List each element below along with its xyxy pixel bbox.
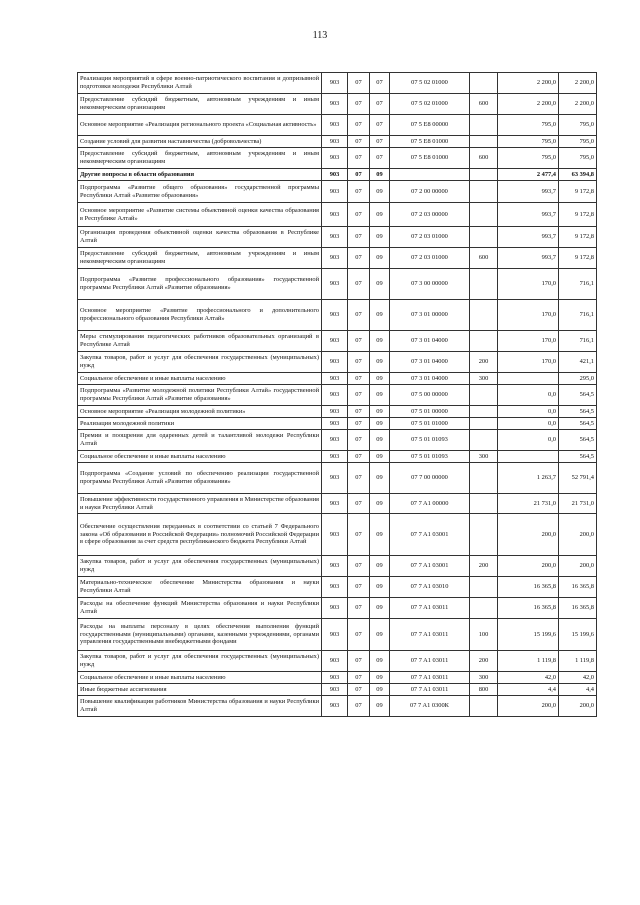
row-subsection-code: 09 xyxy=(370,494,390,514)
row-grbs-code: 903 xyxy=(322,451,348,463)
row-grbs-code: 903 xyxy=(322,556,348,577)
table-row xyxy=(78,619,597,651)
row-target-article-code: 07 7 A1 00000 xyxy=(390,494,470,514)
table-row xyxy=(78,684,597,696)
row-section-code: 07 xyxy=(348,463,370,494)
table-row xyxy=(78,577,597,598)
row-expense-type-code xyxy=(470,115,498,136)
row-subsection-code: 09 xyxy=(370,684,390,696)
row-expense-type-code xyxy=(470,227,498,248)
row-name: Расходы на обеспечение функций Министерства образования и науки Республики Алтай xyxy=(78,598,322,619)
row-amount-2: 564,5 xyxy=(559,385,597,406)
row-grbs-code: 903 xyxy=(322,463,348,494)
row-amount-2: 716,1 xyxy=(559,269,597,300)
budget-table-body xyxy=(78,73,597,717)
row-grbs-code: 903 xyxy=(322,331,348,352)
row-amount-1: 993,7 xyxy=(498,248,559,269)
row-section-code: 07 xyxy=(348,577,370,598)
table-row xyxy=(78,181,597,203)
row-amount-2: 16 365,8 xyxy=(559,598,597,619)
table-row xyxy=(78,227,597,248)
row-subsection-code: 09 xyxy=(370,672,390,684)
row-section-code: 07 xyxy=(348,181,370,203)
row-target-article-code: 07 3 01 00000 xyxy=(390,300,470,331)
row-grbs-code: 903 xyxy=(322,672,348,684)
table-row xyxy=(78,418,597,430)
row-section-code: 07 xyxy=(348,136,370,148)
row-section-code: 07 xyxy=(348,269,370,300)
row-target-article-code: 07 2 00 00000 xyxy=(390,181,470,203)
table-row xyxy=(78,385,597,406)
row-amount-1: 16 365,8 xyxy=(498,577,559,598)
row-name: Повышение квалификации работников Министерства образования и науки Республики Алтай xyxy=(78,696,322,717)
row-target-article-code: 07 3 01 04000 xyxy=(390,352,470,373)
row-name: Меры стимулирования педагогических работников образовательных организаций в Республике Алтай xyxy=(78,331,322,352)
row-amount-2: 42,0 xyxy=(559,672,597,684)
row-name: Основное мероприятие «Развитие профессионального и дополнительного профессионального образования Республики Алтай» xyxy=(78,300,322,331)
table-row xyxy=(78,556,597,577)
row-section-code: 07 xyxy=(348,696,370,717)
row-expense-type-code xyxy=(470,430,498,451)
table-row xyxy=(78,115,597,136)
row-expense-type-code xyxy=(470,181,498,203)
row-expense-type-code: 800 xyxy=(470,684,498,696)
row-target-article-code: 07 3 00 00000 xyxy=(390,269,470,300)
row-grbs-code: 903 xyxy=(322,148,348,169)
row-target-article-code: 07 7 A1 03010 xyxy=(390,577,470,598)
row-name: Расходы на выплаты персоналу в целях обеспечения выполнения функций государственными (муниципальными) органами, казенными учреждениями, органами управления государственными внебюджетными фондами xyxy=(78,619,322,651)
row-expense-type-code xyxy=(470,385,498,406)
row-name: Подпрограмма «Создание условий по обеспечению реализации государственной программы Республики Алтай «Развитие образования» xyxy=(78,463,322,494)
row-section-code: 07 xyxy=(348,300,370,331)
row-amount-1: 16 365,8 xyxy=(498,598,559,619)
row-subsection-code: 07 xyxy=(370,73,390,94)
row-amount-2: 564,5 xyxy=(559,418,597,430)
row-expense-type-code xyxy=(470,73,498,94)
row-target-article-code: 07 7 00 00000 xyxy=(390,463,470,494)
table-row xyxy=(78,73,597,94)
row-target-article-code: 07 7 A1 03011 xyxy=(390,672,470,684)
row-target-article-code: 07 5 E8 01000 xyxy=(390,148,470,169)
row-section-code: 07 xyxy=(348,203,370,227)
row-subsection-code: 09 xyxy=(370,406,390,418)
row-subsection-code: 09 xyxy=(370,248,390,269)
row-expense-type-code xyxy=(470,203,498,227)
row-amount-1: 795,0 xyxy=(498,115,559,136)
row-grbs-code: 903 xyxy=(322,73,348,94)
row-grbs-code: 903 xyxy=(322,406,348,418)
row-name: Материально-техническое обеспечение Министерства образования и науки Республики Алтай xyxy=(78,577,322,598)
row-amount-1: 170,0 xyxy=(498,269,559,300)
row-target-article-code: 07 5 E8 00000 xyxy=(390,115,470,136)
row-name: Создание условий для развития наставничества (добровольчества) xyxy=(78,136,322,148)
row-section-code: 07 xyxy=(348,227,370,248)
row-target-article-code: 07 5 01 01093 xyxy=(390,430,470,451)
row-section-code: 07 xyxy=(348,248,370,269)
row-subsection-code: 09 xyxy=(370,577,390,598)
row-name: Закупка товаров, работ и услуг для обеспечения государственных (муниципальных) нужд xyxy=(78,556,322,577)
row-amount-1: 2 200,0 xyxy=(498,73,559,94)
row-grbs-code: 903 xyxy=(322,684,348,696)
row-target-article-code: 07 7 A1 03011 xyxy=(390,598,470,619)
row-amount-1: 1 119,8 xyxy=(498,651,559,672)
table-row xyxy=(78,300,597,331)
row-expense-type-code xyxy=(470,331,498,352)
row-expense-type-code xyxy=(470,418,498,430)
row-amount-2: 52 791,4 xyxy=(559,463,597,494)
row-expense-type-code xyxy=(470,136,498,148)
row-section-code: 07 xyxy=(348,352,370,373)
table-row xyxy=(78,430,597,451)
row-expense-type-code xyxy=(470,696,498,717)
row-amount-1: 200,0 xyxy=(498,514,559,556)
row-section-code: 07 xyxy=(348,385,370,406)
row-amount-1: 15 199,6 xyxy=(498,619,559,651)
row-grbs-code: 903 xyxy=(322,619,348,651)
row-amount-1: 2 200,0 xyxy=(498,94,559,115)
row-amount-2: 2 200,0 xyxy=(559,73,597,94)
row-subsection-code: 09 xyxy=(370,385,390,406)
row-expense-type-code: 100 xyxy=(470,619,498,651)
row-subsection-code: 09 xyxy=(370,598,390,619)
row-expense-type-code: 200 xyxy=(470,556,498,577)
row-amount-2: 9 172,8 xyxy=(559,248,597,269)
row-target-article-code: 07 7 A1 03011 xyxy=(390,651,470,672)
row-target-article-code: 07 7 A1 03011 xyxy=(390,619,470,651)
row-amount-1: 42,0 xyxy=(498,672,559,684)
row-amount-1: 200,0 xyxy=(498,556,559,577)
row-subsection-code: 09 xyxy=(370,430,390,451)
row-subsection-code: 07 xyxy=(370,148,390,169)
row-name: Реализация молодежной политики xyxy=(78,418,322,430)
row-grbs-code: 903 xyxy=(322,269,348,300)
row-expense-type-code xyxy=(470,577,498,598)
row-amount-1: 2 477,4 xyxy=(498,169,559,181)
row-expense-type-code xyxy=(470,463,498,494)
row-grbs-code: 903 xyxy=(322,651,348,672)
row-section-code: 07 xyxy=(348,651,370,672)
row-name: Социальное обеспечение и иные выплаты населению xyxy=(78,451,322,463)
row-expense-type-code: 600 xyxy=(470,248,498,269)
row-section-code: 07 xyxy=(348,331,370,352)
row-subsection-code: 09 xyxy=(370,373,390,385)
row-target-article-code xyxy=(390,169,470,181)
row-expense-type-code xyxy=(470,406,498,418)
row-name: Предоставление субсидий бюджетным, автономным учреждениям и иным некоммерческим организациям xyxy=(78,148,322,169)
row-expense-type-code xyxy=(470,598,498,619)
row-target-article-code: 07 5 01 01000 xyxy=(390,418,470,430)
table-row xyxy=(78,598,597,619)
row-subsection-code: 09 xyxy=(370,451,390,463)
row-subsection-code: 07 xyxy=(370,115,390,136)
row-amount-2: 421,1 xyxy=(559,352,597,373)
row-name: Закупка товаров, работ и услуг для обеспечения государственных (муниципальных) нужд xyxy=(78,651,322,672)
row-target-article-code: 07 2 03 01000 xyxy=(390,227,470,248)
row-name: Иные бюджетные ассигнования xyxy=(78,684,322,696)
row-subsection-code: 09 xyxy=(370,269,390,300)
row-grbs-code: 903 xyxy=(322,227,348,248)
row-name: Основное мероприятие «Реализация молодежной политики» xyxy=(78,406,322,418)
row-name: Подпрограмма «Развитие молодежной политики Республики Алтай» государственной программы Республики Алтай «Развитие образования» xyxy=(78,385,322,406)
row-target-article-code: 07 5 E8 01000 xyxy=(390,136,470,148)
row-section-code: 07 xyxy=(348,494,370,514)
table-row xyxy=(78,451,597,463)
row-target-article-code: 07 5 01 01093 xyxy=(390,451,470,463)
row-grbs-code: 903 xyxy=(322,136,348,148)
row-section-code: 07 xyxy=(348,148,370,169)
row-target-article-code: 07 7 A1 03001 xyxy=(390,514,470,556)
row-amount-1: 795,0 xyxy=(498,136,559,148)
row-section-code: 07 xyxy=(348,418,370,430)
row-amount-2: 4,4 xyxy=(559,684,597,696)
row-name: Премии и поощрения для одаренных детей и талантливой молодежи Республики Алтай xyxy=(78,430,322,451)
table-row xyxy=(78,203,597,227)
row-amount-2: 795,0 xyxy=(559,115,597,136)
row-section-code: 07 xyxy=(348,598,370,619)
row-amount-2: 795,0 xyxy=(559,136,597,148)
row-name: Предоставление субсидий бюджетным, автономным учреждениям и иным некоммерческим организациям xyxy=(78,94,322,115)
row-subsection-code: 09 xyxy=(370,696,390,717)
row-subsection-code: 09 xyxy=(370,227,390,248)
row-subsection-code: 07 xyxy=(370,136,390,148)
row-grbs-code: 903 xyxy=(322,430,348,451)
row-name: Повышение эффективности государственного управления в Министерстве образования и науки Республики Алтай xyxy=(78,494,322,514)
row-grbs-code: 903 xyxy=(322,373,348,385)
row-target-article-code: 07 7 A1 0300К xyxy=(390,696,470,717)
row-name: Социальное обеспечение и иные выплаты населению xyxy=(78,373,322,385)
row-amount-2: 564,5 xyxy=(559,451,597,463)
row-amount-2: 564,5 xyxy=(559,406,597,418)
row-amount-2: 564,5 xyxy=(559,430,597,451)
row-amount-2: 795,0 xyxy=(559,148,597,169)
row-subsection-code: 09 xyxy=(370,203,390,227)
row-amount-2: 295,0 xyxy=(559,373,597,385)
table-row xyxy=(78,373,597,385)
row-amount-2: 2 200,0 xyxy=(559,94,597,115)
table-row xyxy=(78,696,597,717)
row-amount-2: 9 172,8 xyxy=(559,203,597,227)
row-amount-1: 4,4 xyxy=(498,684,559,696)
row-subsection-code: 09 xyxy=(370,619,390,651)
row-section-code: 07 xyxy=(348,169,370,181)
row-grbs-code: 903 xyxy=(322,352,348,373)
row-section-code: 07 xyxy=(348,556,370,577)
row-name: Основное мероприятие «Реализация регионального проекта «Социальная активность» xyxy=(78,115,322,136)
row-amount-2: 1 119,8 xyxy=(559,651,597,672)
row-amount-2: 9 172,8 xyxy=(559,181,597,203)
row-amount-1: 21 731,0 xyxy=(498,494,559,514)
row-grbs-code: 903 xyxy=(322,696,348,717)
row-subsection-code: 09 xyxy=(370,556,390,577)
row-grbs-code: 903 xyxy=(322,494,348,514)
budget-table xyxy=(77,72,597,717)
row-subsection-code: 09 xyxy=(370,514,390,556)
row-amount-2: 63 394,8 xyxy=(559,169,597,181)
row-name: Другие вопросы в области образования xyxy=(78,169,322,181)
row-name: Подпрограмма «Развитие общего образования» государственной программы Республики Алтай «Развитие образования» xyxy=(78,181,322,203)
row-target-article-code: 07 5 00 00000 xyxy=(390,385,470,406)
table-row xyxy=(78,148,597,169)
row-amount-2: 716,1 xyxy=(559,300,597,331)
row-amount-1: 993,7 xyxy=(498,203,559,227)
row-subsection-code: 09 xyxy=(370,463,390,494)
table-row xyxy=(78,331,597,352)
row-grbs-code: 903 xyxy=(322,300,348,331)
row-amount-2: 200,0 xyxy=(559,556,597,577)
row-expense-type-code: 600 xyxy=(470,148,498,169)
row-target-article-code: 07 5 02 01000 xyxy=(390,73,470,94)
row-section-code: 07 xyxy=(348,430,370,451)
row-expense-type-code: 200 xyxy=(470,352,498,373)
row-amount-2: 16 365,8 xyxy=(559,577,597,598)
row-expense-type-code: 300 xyxy=(470,672,498,684)
row-grbs-code: 903 xyxy=(322,514,348,556)
row-amount-1: 1 263,7 xyxy=(498,463,559,494)
row-grbs-code: 903 xyxy=(322,385,348,406)
row-target-article-code: 07 5 02 01000 xyxy=(390,94,470,115)
row-amount-1 xyxy=(498,373,559,385)
row-target-article-code: 07 7 A1 03011 xyxy=(390,684,470,696)
row-name: Реализация мероприятий в сфере военно-патриотического воспитания и допризывной подготовки молодежи Республики Алтай xyxy=(78,73,322,94)
row-subsection-code: 09 xyxy=(370,300,390,331)
row-section-code: 07 xyxy=(348,451,370,463)
row-name: Предоставление субсидий бюджетным, автономным учреждениям и иным некоммерческим организациям xyxy=(78,248,322,269)
row-expense-type-code: 300 xyxy=(470,373,498,385)
row-grbs-code: 903 xyxy=(322,181,348,203)
row-subsection-code: 09 xyxy=(370,331,390,352)
row-amount-1 xyxy=(498,451,559,463)
row-amount-1: 170,0 xyxy=(498,352,559,373)
row-grbs-code: 903 xyxy=(322,418,348,430)
row-subsection-code: 09 xyxy=(370,418,390,430)
row-section-code: 07 xyxy=(348,94,370,115)
row-amount-2: 200,0 xyxy=(559,696,597,717)
row-expense-type-code xyxy=(470,169,498,181)
row-amount-1: 0,0 xyxy=(498,430,559,451)
table-row xyxy=(78,269,597,300)
row-amount-1: 0,0 xyxy=(498,406,559,418)
row-expense-type-code: 200 xyxy=(470,651,498,672)
row-amount-1: 0,0 xyxy=(498,385,559,406)
table-row xyxy=(78,94,597,115)
row-subsection-code: 09 xyxy=(370,169,390,181)
row-subsection-code: 07 xyxy=(370,94,390,115)
row-amount-1: 993,7 xyxy=(498,227,559,248)
row-name: Социальное обеспечение и иные выплаты населению xyxy=(78,672,322,684)
row-name: Организация проведения объективной оценки качества образования в Республике Алтай xyxy=(78,227,322,248)
table-row xyxy=(78,651,597,672)
table-row xyxy=(78,248,597,269)
row-target-article-code: 07 3 01 04000 xyxy=(390,373,470,385)
row-subsection-code: 09 xyxy=(370,651,390,672)
table-row xyxy=(78,352,597,373)
row-expense-type-code: 300 xyxy=(470,451,498,463)
row-expense-type-code xyxy=(470,300,498,331)
row-amount-2: 200,0 xyxy=(559,514,597,556)
table-row xyxy=(78,494,597,514)
row-name: Закупка товаров, работ и услуг для обеспечения государственных (муниципальных) нужд xyxy=(78,352,322,373)
page-number: 113 xyxy=(312,30,328,41)
row-target-article-code: 07 2 03 01000 xyxy=(390,248,470,269)
row-grbs-code: 903 xyxy=(322,598,348,619)
row-section-code: 07 xyxy=(348,684,370,696)
row-expense-type-code: 600 xyxy=(470,94,498,115)
row-section-code: 07 xyxy=(348,115,370,136)
row-expense-type-code xyxy=(470,269,498,300)
row-grbs-code: 903 xyxy=(322,94,348,115)
row-section-code: 07 xyxy=(348,373,370,385)
table-row xyxy=(78,406,597,418)
row-amount-1: 993,7 xyxy=(498,181,559,203)
row-grbs-code: 903 xyxy=(322,577,348,598)
row-section-code: 07 xyxy=(348,619,370,651)
row-section-code: 07 xyxy=(348,73,370,94)
table-row xyxy=(78,463,597,494)
row-section-code: 07 xyxy=(348,672,370,684)
row-grbs-code: 903 xyxy=(322,248,348,269)
table-row xyxy=(78,136,597,148)
row-name: Основное мероприятие «Развитие системы объективной оценки качества образования в Республике Алтай» xyxy=(78,203,322,227)
row-section-code: 07 xyxy=(348,514,370,556)
row-amount-1: 0,0 xyxy=(498,418,559,430)
row-expense-type-code xyxy=(470,514,498,556)
row-amount-2: 21 731,0 xyxy=(559,494,597,514)
row-subsection-code: 09 xyxy=(370,352,390,373)
row-target-article-code: 07 3 01 04000 xyxy=(390,331,470,352)
row-grbs-code: 903 xyxy=(322,115,348,136)
row-amount-1: 170,0 xyxy=(498,331,559,352)
table-row xyxy=(78,169,597,181)
row-section-code: 07 xyxy=(348,406,370,418)
table-row xyxy=(78,514,597,556)
table-row xyxy=(78,672,597,684)
row-amount-1: 795,0 xyxy=(498,148,559,169)
row-subsection-code: 09 xyxy=(370,181,390,203)
row-expense-type-code xyxy=(470,494,498,514)
row-target-article-code: 07 5 01 00000 xyxy=(390,406,470,418)
row-amount-2: 9 172,8 xyxy=(559,227,597,248)
row-amount-2: 15 199,6 xyxy=(559,619,597,651)
row-amount-1: 170,0 xyxy=(498,300,559,331)
row-amount-1: 200,0 xyxy=(498,696,559,717)
row-target-article-code: 07 2 03 00000 xyxy=(390,203,470,227)
row-name: Обеспечение осуществления переданных в соответствии со статьей 7 Федерального закона «Об образовании в Российской Федерации» полномочий Российской Федерации в сфере образования за счет средств республиканского бюджета Республики Алтай xyxy=(78,514,322,556)
row-grbs-code: 903 xyxy=(322,169,348,181)
row-target-article-code: 07 7 A1 03001 xyxy=(390,556,470,577)
row-grbs-code: 903 xyxy=(322,203,348,227)
row-amount-2: 716,1 xyxy=(559,331,597,352)
row-name: Подпрограмма «Развитие профессионального образования» государственной программы Республики Алтай «Развитие образования» xyxy=(78,269,322,300)
